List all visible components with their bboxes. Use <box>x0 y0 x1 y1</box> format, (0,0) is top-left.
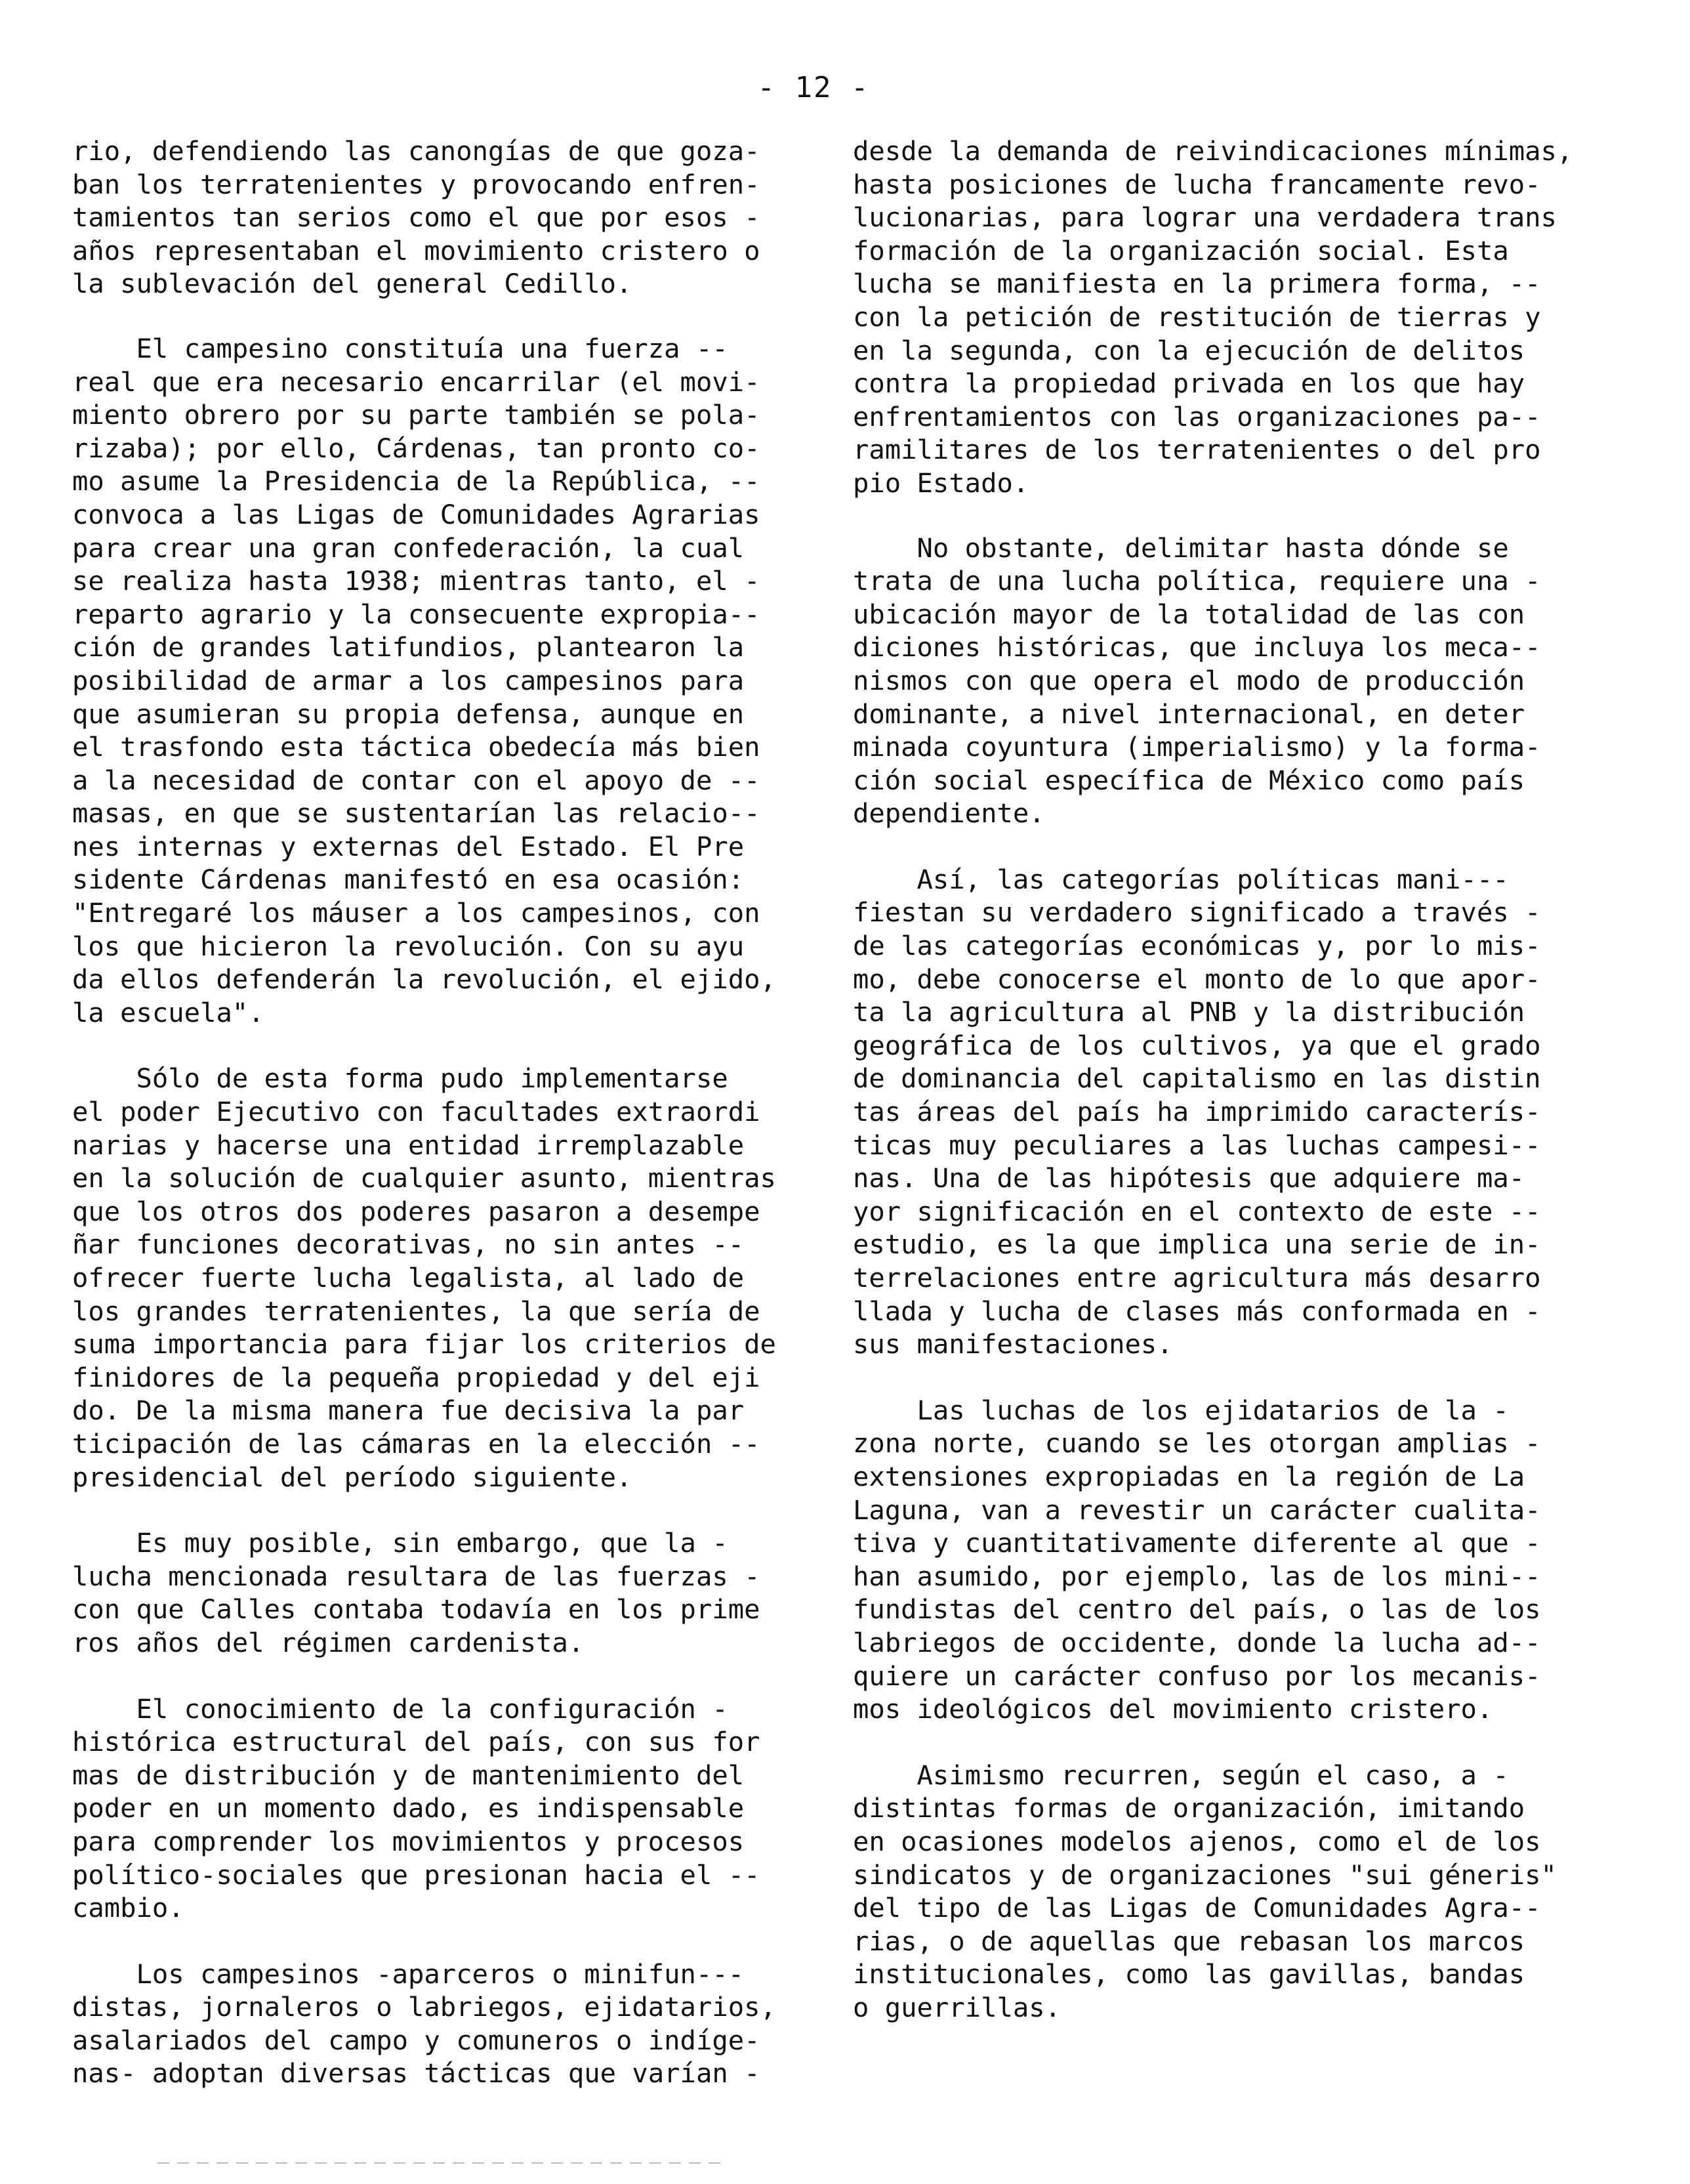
text-line: tas áreas del país ha imprimido caracterís- <box>853 1096 1541 1128</box>
scan-artifact-rule <box>157 2162 722 2164</box>
text-line: que asumieran su propia defensa, aunque en <box>72 698 745 730</box>
text-line: do. De la misma manera fue decisiva la par <box>72 1395 745 1427</box>
text-line: tamientos tan serios como el que por esos - <box>72 201 760 234</box>
text-line: ción social específica de México como país <box>853 764 1525 796</box>
text-line: político-sociales que presionan hacia el -- <box>72 1858 760 1891</box>
text-line: Laguna, van a revestir un carácter cualita- <box>853 1494 1541 1526</box>
text-line: labriegos de occidente, donde la lucha ad-- <box>853 1626 1541 1658</box>
text-line: ticas muy peculiares a las luchas campesi-- <box>853 1129 1541 1161</box>
text-line: Así, las categorías políticas mani--- <box>853 863 1509 895</box>
text-line: suma importancia para fijar los criterios de <box>72 1328 776 1360</box>
text-line: para comprender los movimientos y procesos <box>72 1825 745 1857</box>
text-line: lucha mencionada resultara de las fuerzas - <box>72 1560 760 1592</box>
text-line: mos ideológicos del movimiento cristero. <box>853 1693 1493 1725</box>
text-line: El campesino constituía una fuerza -- <box>72 332 728 364</box>
text-line: diciones históricas, que incluya los meca-- <box>853 631 1541 663</box>
text-line: ban los terratenientes y provocando enfren- <box>72 168 760 200</box>
text-line: yor significación en el contexto de este -- <box>853 1195 1541 1227</box>
text-line: en ocasiones modelos ajenos, como el de los <box>853 1825 1541 1857</box>
text-line: años representaban el movimiento cristero o <box>72 234 760 266</box>
paragraph <box>853 532 1588 830</box>
text-line: ñar funciones decorativas, no sin antes -- <box>72 1228 745 1261</box>
text-line: nas- adoptan diversas tácticas que varían - <box>72 2057 760 2090</box>
text-line: finidores de la pequeña propiedad y del eji <box>72 1361 760 1393</box>
text-line: distas, jornaleros o labriegos, ejidatarios, <box>72 1991 776 2023</box>
text-line: nas. Una de las hipótesis que adquiere ma- <box>853 1162 1525 1194</box>
right-column <box>853 135 1588 2057</box>
text-line: fiestan su verdadero significado a través - <box>853 896 1541 929</box>
text-line: formación de la organización social. Esta <box>853 234 1509 266</box>
paragraph <box>72 135 807 301</box>
left-column <box>72 135 807 2123</box>
text-line: mas de distribución y de mantenimiento del <box>72 1759 745 1791</box>
text-line: posibilidad de armar a los campesinos para <box>72 664 745 696</box>
text-line: fundistas del centro del país, o las de los <box>853 1593 1541 1626</box>
text-line: reparto agrario y la consecuente expropia-- <box>72 598 760 630</box>
text-line: los que hicieron la revolución. Con su ayu <box>72 930 745 962</box>
text-line: la escuela". <box>72 996 264 1028</box>
text-line: pio Estado. <box>853 467 1029 499</box>
text-line: histórica estructural del país, con sus for <box>72 1726 760 1758</box>
text-line: con que Calles contaba todavía en los prime <box>72 1593 760 1626</box>
text-line: masas, en que se sustentarían las relacio-- <box>72 797 760 830</box>
text-line: quiere un carácter confuso por los mecanis- <box>853 1660 1541 1692</box>
text-line: ros años del régimen cardenista. <box>72 1626 585 1658</box>
text-line: han asumido, por ejemplo, las de los mini-- <box>853 1560 1541 1592</box>
text-line: presidencial del período siguiente. <box>72 1461 632 1493</box>
text-line: mo, debe conocerse el monto de lo que apor- <box>853 963 1541 995</box>
text-line: rizaba); por ello, Cárdenas, tan pronto co- <box>72 432 760 464</box>
text-line: rias, o de aquellas que rebasan los marcos <box>853 1925 1525 1957</box>
text-line: narias y hacerse una entidad irremplazable <box>72 1129 745 1161</box>
text-line: desde la demanda de reivindicaciones mínimas, <box>853 135 1573 167</box>
text-line: No obstante, delimitar hasta dónde se <box>853 532 1509 564</box>
text-line: del tipo de las Ligas de Comunidades Agra-- <box>853 1892 1541 1924</box>
text-line: sidente Cárdenas manifestó en esa ocasión: <box>72 864 745 896</box>
text-line: Asimismo recurren, según el caso, a - <box>853 1759 1509 1791</box>
text-line: el poder Ejecutivo con facultades extraordi <box>72 1096 760 1128</box>
text-line: ta la agricultura al PNB y la distribución <box>853 996 1525 1028</box>
text-line: ubicación mayor de la totalidad de las con <box>853 598 1525 630</box>
text-line: tiva y cuantitativamente diferente al que - <box>853 1527 1541 1559</box>
text-line: los grandes terratenientes, la que sería de <box>72 1295 760 1327</box>
text-line: en la solución de cualquier asunto, mientras <box>72 1162 776 1194</box>
text-line: el trasfondo esta táctica obedecía más bien <box>72 731 760 763</box>
text-line: ticipación de las cámaras en la elección -- <box>72 1427 760 1460</box>
text-line: ramilitares de los terratenientes o del pro <box>853 434 1541 466</box>
text-line: ción de grandes latifundios, plantearon la <box>72 631 745 663</box>
text-line: nes internas y externas del Estado. El Pre <box>72 830 745 862</box>
paragraph <box>853 1759 1588 2025</box>
paragraph <box>72 1692 807 1925</box>
text-line: geográfica de los cultivos, ya que el grado <box>853 1029 1541 1061</box>
text-line: estudio, es la que implica una serie de in- <box>853 1228 1541 1261</box>
text-line: en la segunda, con la ejecución de delitos <box>853 334 1525 366</box>
text-line: ofrecer fuerte lucha legalista, al lado de <box>72 1262 745 1293</box>
text-line: con la petición de restitución de tierras y <box>853 301 1541 333</box>
text-line: zona norte, cuando se les otorgan amplias - <box>853 1427 1541 1460</box>
text-line: convoca a las Ligas de Comunidades Agrarias <box>72 498 760 530</box>
text-line: miento obrero por su parte también se pola- <box>72 399 760 431</box>
text-line: Es muy posible, sin embargo, que la - <box>72 1527 728 1559</box>
text-line: asalariados del campo y comuneros o indíge- <box>72 2024 760 2056</box>
text-line: terrelaciones entre agricultura más desarro <box>853 1262 1541 1293</box>
text-line: extensiones expropiadas en la región de La <box>853 1460 1525 1492</box>
text-line: la sublevación del general Cedillo. <box>72 268 632 300</box>
text-line: real que era necesario encarrilar (el movi- <box>72 366 760 398</box>
paragraph <box>853 863 1588 1361</box>
text-line: trata de una lucha política, requiere una - <box>853 565 1541 597</box>
text-line: mo asume la Presidencia de la República, -- <box>72 465 760 497</box>
text-line: dominante, a nivel internacional, en deter <box>853 698 1525 730</box>
text-line: Sólo de esta forma pudo implementarse <box>72 1062 728 1095</box>
paragraph <box>72 1062 807 1494</box>
text-line: sindicatos y de organizaciones "sui géneris" <box>853 1858 1557 1891</box>
text-line: lucionarias, para lograr una verdadera trans <box>853 201 1557 234</box>
text-line: da ellos defenderán la revolución, el ejido, <box>72 963 776 996</box>
paragraph <box>72 332 807 1029</box>
text-line: a la necesidad de contar con el apoyo de -- <box>72 764 760 796</box>
text-line: hasta posiciones de lucha francamente revo- <box>853 168 1541 200</box>
text-line: enfrentamientos con las organizaciones pa-- <box>853 400 1541 432</box>
text-line: cambio. <box>72 1892 184 1924</box>
text-line: poder en un momento dado, es indispensable <box>72 1792 745 1824</box>
text-line: lucha se manifiesta en la primera forma, -- <box>853 268 1541 300</box>
paragraph <box>72 1526 807 1659</box>
page-number: - 12 - <box>757 71 870 104</box>
text-line: contra la propiedad privada en los que hay <box>853 368 1525 400</box>
text-line: de dominancia del capitalismo en las distin <box>853 1062 1541 1095</box>
text-line: que los otros dos poderes pasaron a desempe <box>72 1195 760 1227</box>
text-line: distintas formas de organización, imitando <box>853 1792 1525 1824</box>
text-line: de las categorías económicas y, por lo mis- <box>853 930 1541 962</box>
text-line: para crear una gran confederación, la cual <box>72 532 745 564</box>
text-line: se realiza hasta 1938; mientras tanto, el - <box>72 565 760 597</box>
text-line: El conocimiento de la configuración - <box>72 1692 728 1725</box>
text-line: o guerrillas. <box>853 1991 1061 2023</box>
text-line: institucionales, como las gavillas, bandas <box>853 1958 1525 1990</box>
text-line: dependiente. <box>853 797 1045 830</box>
text-line: Las luchas de los ejidatarios de la - <box>853 1394 1509 1426</box>
paragraph <box>72 1958 807 2090</box>
text-line: "Entregaré los máuser a los campesinos, con <box>72 897 760 929</box>
text-line: sus manifestaciones. <box>853 1328 1173 1360</box>
text-line: Los campesinos -aparceros o minifun--- <box>72 1958 745 1990</box>
paragraph <box>853 1394 1588 1726</box>
text-line: rio, defendiendo las canongías de que goza- <box>72 135 760 167</box>
paragraph <box>853 135 1588 500</box>
text-line: llada y lucha de clases más conformada en - <box>853 1295 1541 1327</box>
text-line: minada coyuntura (imperialismo) y la forma- <box>853 731 1541 763</box>
text-line: nismos con que opera el modo de producción <box>853 664 1525 696</box>
